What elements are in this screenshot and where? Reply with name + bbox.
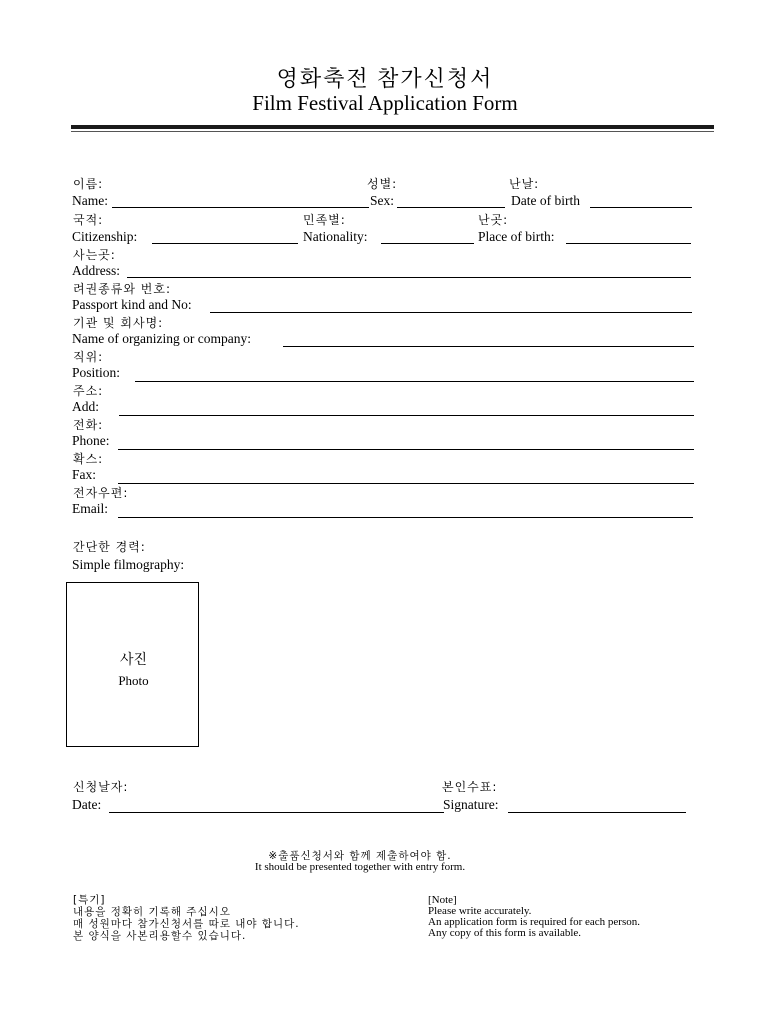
add-label-en: Add: [72,399,99,414]
notes-en-line1: Please write accurately. [428,905,532,917]
email-label-en: Email: [72,501,108,516]
filmography-label-kr: 간단한 경력: [73,540,146,554]
sex-field-line[interactable] [397,207,505,208]
notes-kr-heading: [특기] [73,894,106,906]
photo-box [66,582,199,747]
citizenship-label-kr: 국적: [73,213,104,227]
notice-kr: ※출품신청서와 함께 제출하여야 함. [268,850,452,862]
notice-en: It should be presented together with entry form. [254,861,466,873]
phone-label-kr: 전화: [73,418,104,432]
phone-field-line[interactable] [118,449,694,450]
notes-kr-line2: 매 성원마다 참가신청서를 따로 내야 합니다. [73,918,300,930]
filmography-label-en: Simple filmography: [72,557,185,572]
nationality-field-line[interactable] [381,243,474,244]
header-thin-rule [71,131,714,132]
position-field-line[interactable] [135,381,694,382]
citizenship-label-en: Citizenship: [72,229,138,244]
signature-label-en: Signature: [443,797,499,812]
add-field-line[interactable] [119,415,694,416]
email-label-kr: 전자우편: [73,486,129,500]
form-title-korean: 영화축전 참가신청서 [276,66,494,91]
email-field-line[interactable] [118,517,693,518]
fax-field-line[interactable] [118,483,694,484]
nationality-label-en: Nationality: [303,229,368,244]
name-field-line[interactable] [112,207,369,208]
date-label-en: Date: [72,797,102,812]
org-label-kr: 기관 및 회사명: [73,316,164,330]
notes-kr-line1: 내용을 정확히 기록해 주십시오 [73,906,231,918]
form-title-english: Film Festival Application Form [252,91,518,115]
passport-field-line[interactable] [210,312,692,313]
address-label-kr: 사는곳: [73,248,116,262]
fax-label-kr: 확스: [73,452,104,466]
notes-en-line2: An application form is required for each person. [428,916,640,928]
birth-label-en: Date of birth [511,193,580,208]
position-label-kr: 직위: [73,350,104,364]
org-label-en: Name of organizing or company: [72,331,251,346]
name-label-en: Name: [72,193,108,208]
signature-label-kr: 본인수표: [442,780,498,794]
address-field-line[interactable] [127,277,691,278]
passport-label-en: Passport kind and No: [72,297,192,312]
sex-label-en: Sex: [370,193,395,208]
add-label-kr: 주소: [73,384,104,398]
notes-en-heading: [Note] [428,894,457,906]
place-label-kr: 난곳: [478,213,509,227]
name-label-kr: 이름: [73,177,104,191]
notes-kr-line3: 본 양식을 사본리용할수 있습니다. [73,930,247,942]
birth-label-kr: 난날: [509,177,540,191]
signature-field-line[interactable] [508,812,686,813]
fax-label-en: Fax: [72,467,97,482]
citizenship-field-line[interactable] [152,243,298,244]
header-thick-rule [71,125,714,129]
date-field-line[interactable] [109,812,444,813]
photo-label-kr: 사진 [119,652,148,668]
birth-field-line[interactable] [590,207,692,208]
sex-label-kr: 성별: [367,177,398,191]
notes-en-line3: Any copy of this form is available. [428,927,582,939]
position-label-en: Position: [72,365,121,380]
passport-label-kr: 려권종류와 번호: [73,282,172,296]
phone-label-en: Phone: [72,433,110,448]
place-label-en: Place of birth: [478,229,555,244]
photo-label-en: Photo [118,673,149,688]
place-field-line[interactable] [566,243,691,244]
org-field-line[interactable] [283,346,694,347]
nationality-label-kr: 민족별: [303,213,346,227]
address-label-en: Address: [72,263,120,278]
date-label-kr: 신청날자: [73,780,129,794]
